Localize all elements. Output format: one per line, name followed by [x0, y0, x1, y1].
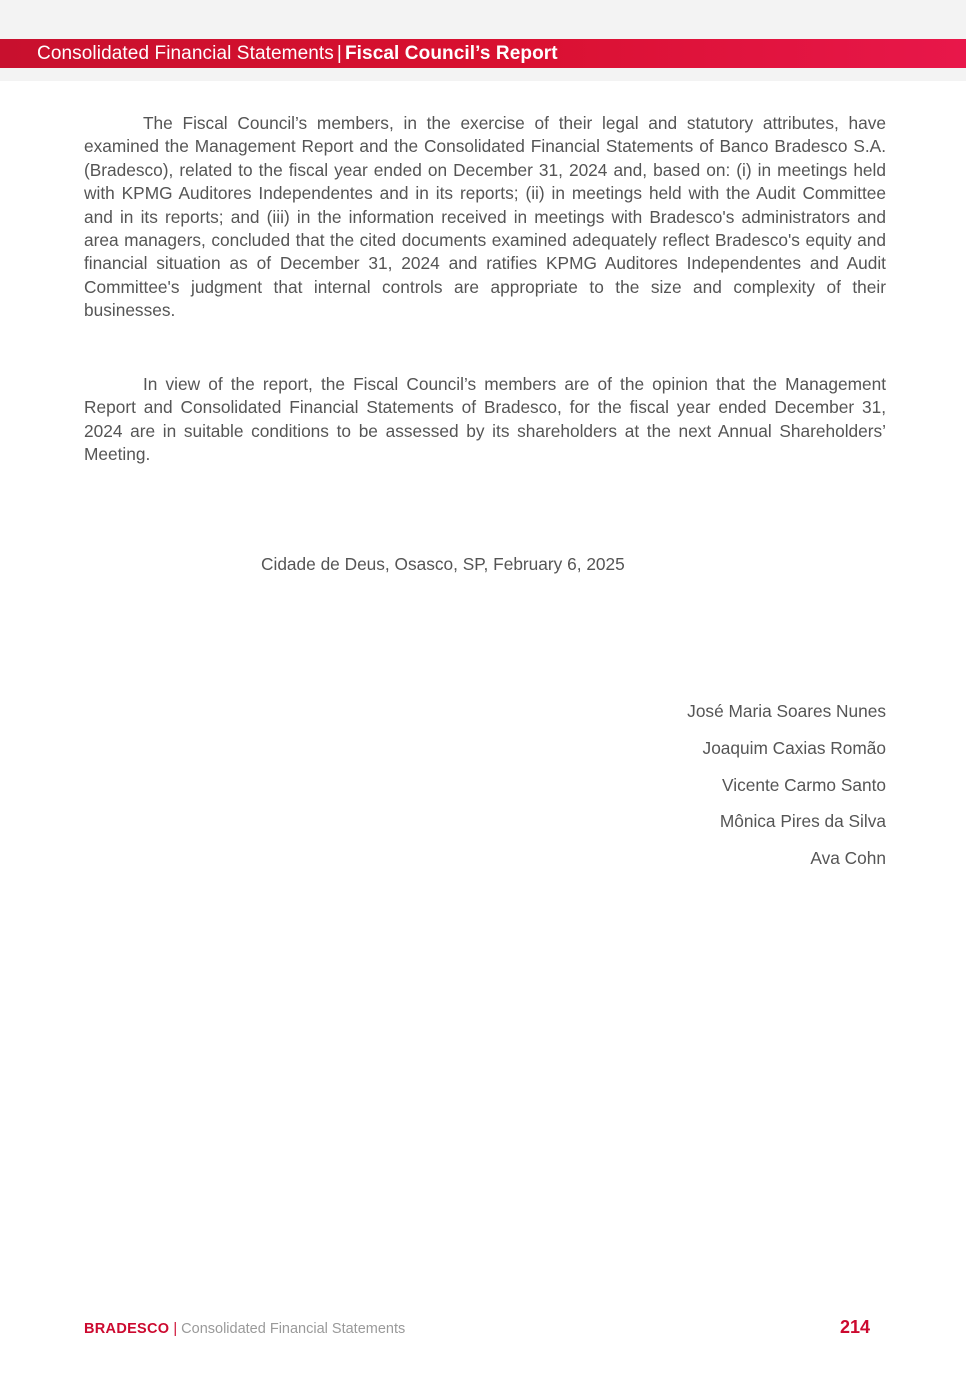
- footer-separator: |: [173, 1321, 178, 1337]
- header-section: Consolidated Financial Statements: [37, 42, 334, 64]
- header-title: [37, 43, 558, 65]
- page-number: 214: [839, 1317, 870, 1337]
- signatories-list: [687, 699, 886, 883]
- footer: [84, 1319, 405, 1339]
- paragraph-opinion: In view of the report, the Fiscal Council’s members are of the opinion that the Management Report and Consolidated Financial Statements of Bradesco, for the fiscal year ended December 31, 2024 are in suitable conditions to be assessed by its shareholders at the next Annual Shareholders’ Meeting.: [84, 374, 886, 465]
- place-date: Cidade de Deus, Osasco, SP, February 6, 2025: [261, 554, 625, 574]
- paragraph-examination: The Fiscal Council’s members, in the exercise of their legal and statutory attributes, have examined the Management Report and the Consolidated Financial Statements of Banco Bradesco S.A. (Bradesco), related to the fiscal year ended on December 31, 2024 and, based on: (i) in meetings held with KPMG Auditores Independentes and in its reports; (ii) in meetings held with the Audit Committee and in its reports; and (iii) in the information received in meetings with Bradesco's administrators and area managers, concluded that the cited documents examined adequately reflect Bradesco's equity and financial situation as of December 31, 2024 and ratifies KPMG Auditores Independentes and Audit Committee's judgment that internal controls are appropriate to the size and complexity of their businesses.: [84, 113, 886, 321]
- header-bar: [0, 39, 966, 68]
- signatory: Joaquim Caxias Romão: [702, 737, 886, 758]
- signatory: Ava Cohn: [810, 848, 886, 869]
- signatory: José Maria Soares Nunes: [687, 701, 886, 721]
- header-report-title: Fiscal Council’s Report: [344, 42, 558, 64]
- signatory: Mônica Pires da Silva: [719, 811, 886, 832]
- footer-document-title: Consolidated Financial Statements: [181, 1321, 406, 1337]
- footer-brand: BRADESCO: [84, 1321, 170, 1337]
- header-separator: |: [336, 42, 342, 64]
- signatory: Vicente Carmo Santo: [722, 774, 886, 795]
